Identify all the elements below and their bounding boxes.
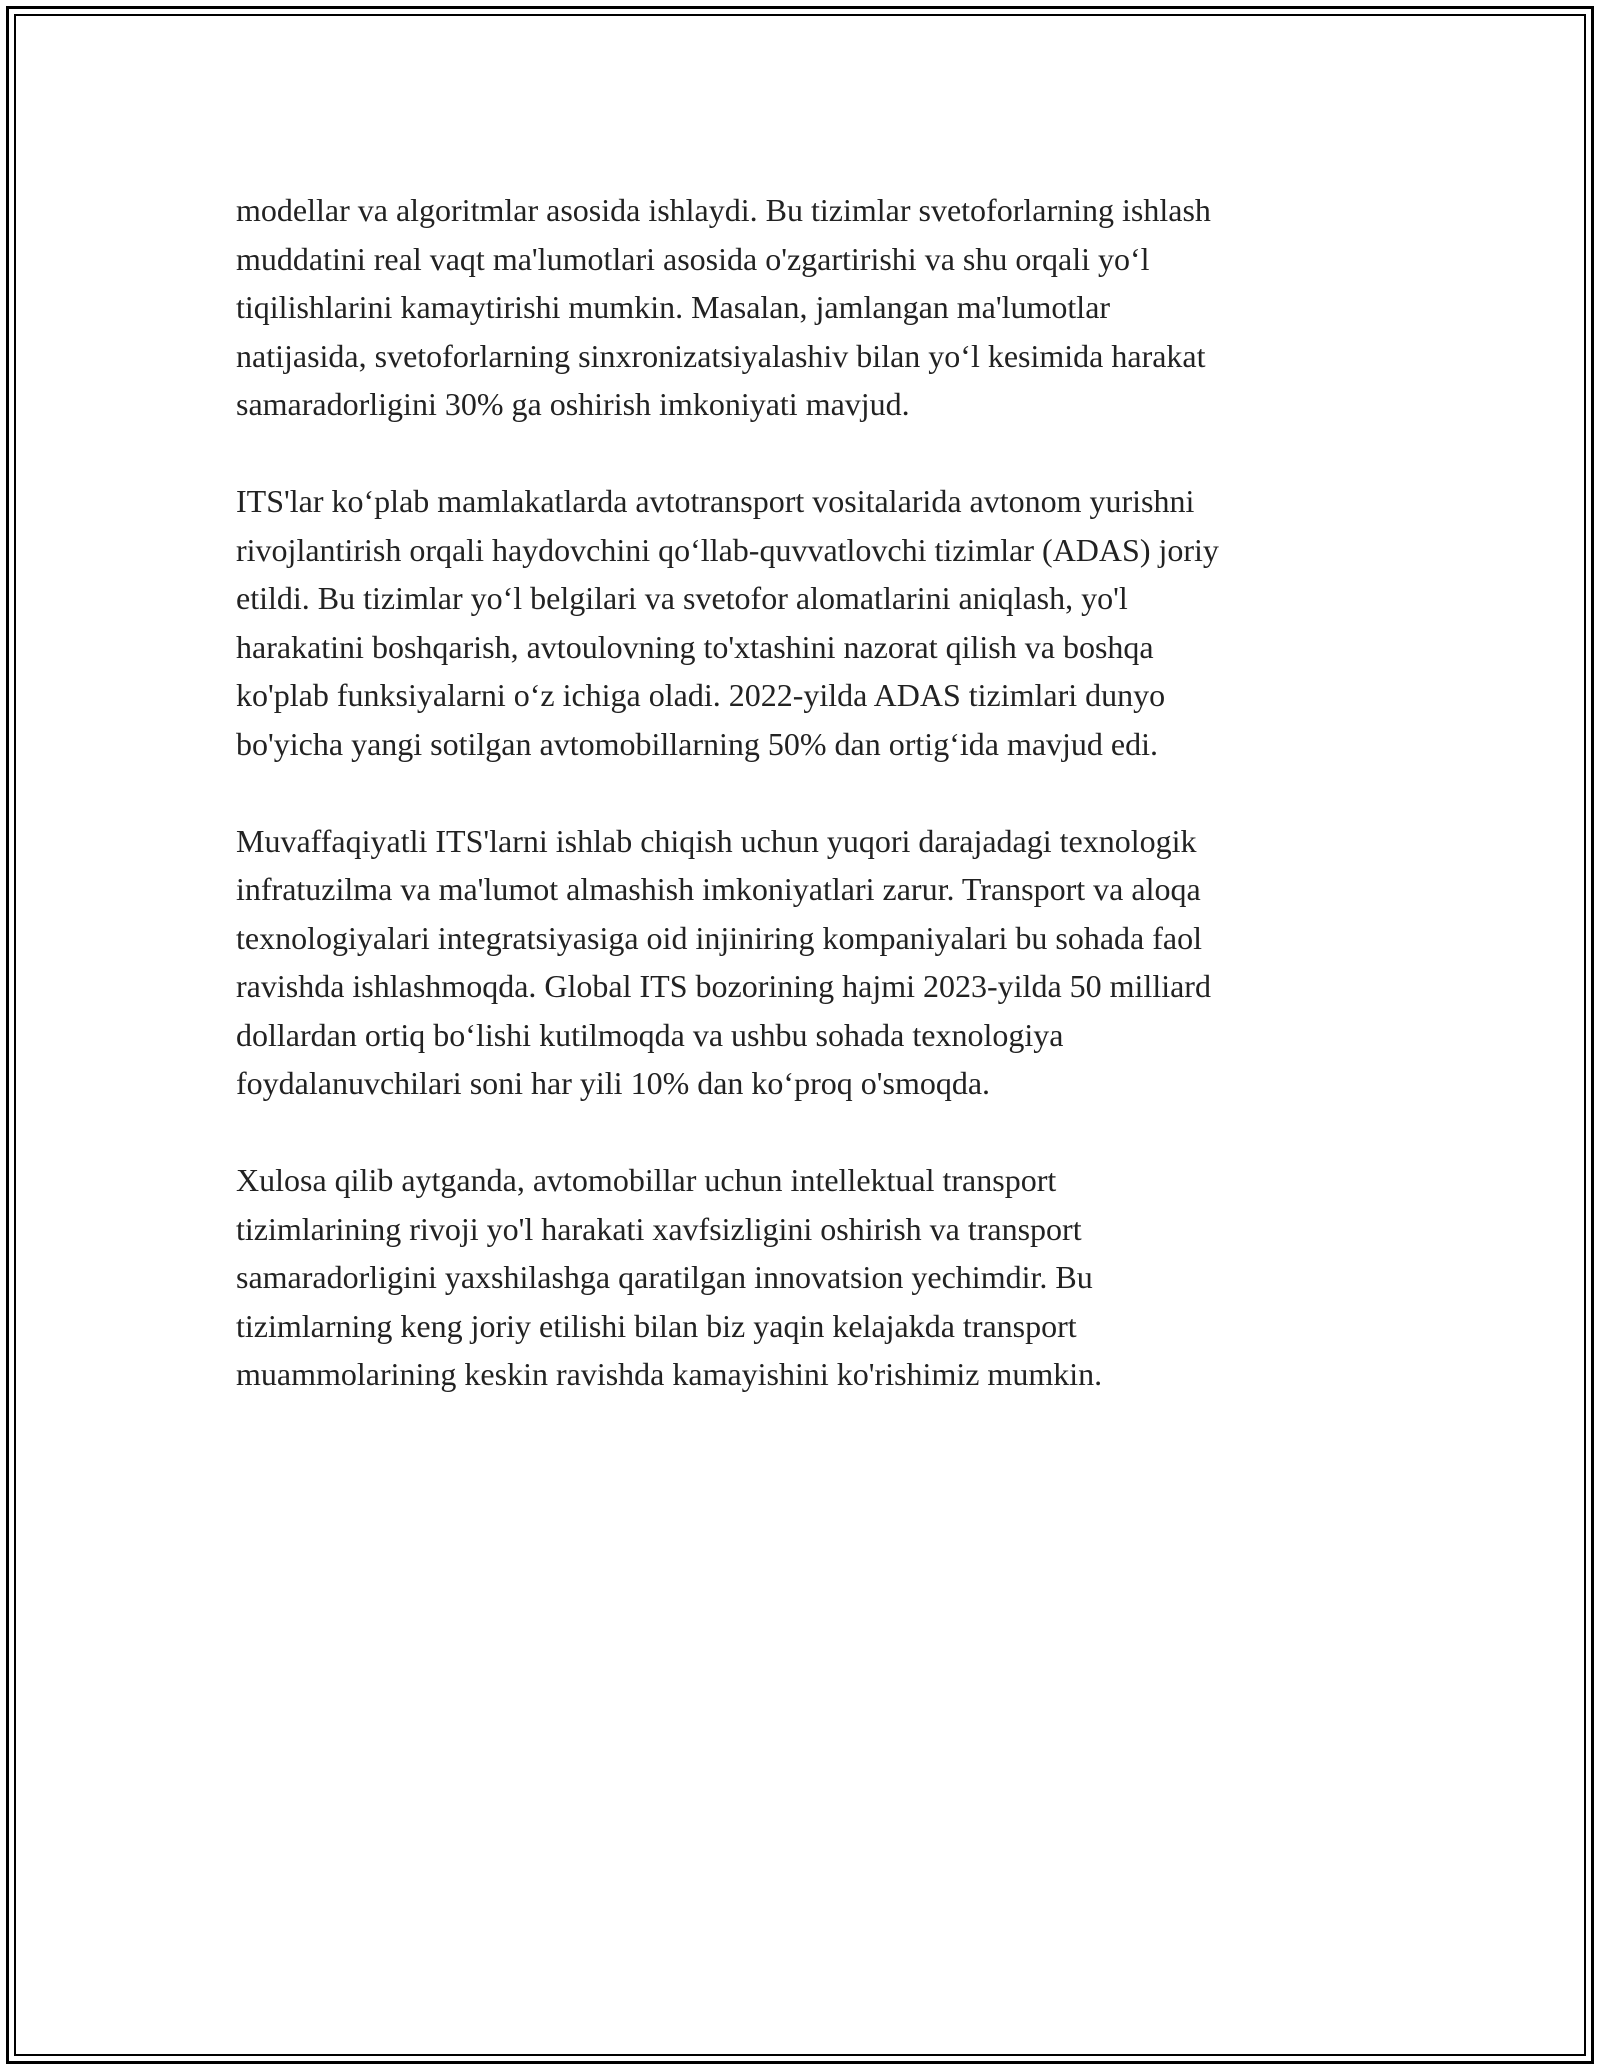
text-line: infratuzilma va ma'lumot almashish imkoniyatlari zarur. Transport va aloqa — [236, 871, 1201, 907]
paragraph-3 — [236, 817, 1366, 1108]
text-line: natijasida, svetoforlarning sinxronizatsiyalashiv bilan yo‘l kesimida harakat — [236, 337, 1206, 374]
text-line: bo'yicha yangi sotilgan avtomobillarning 50% dan ortig‘ida mavjud edi. — [236, 725, 1159, 762]
text-line: ko'plab funksiyalarni o‘z ichiga oladi. 2022-yilda ADAS tizimlari dunyo — [236, 677, 1166, 713]
paragraph-4 — [236, 1156, 1366, 1399]
text-line: dollardan ortiq bo‘lishi kutilmoqda va ushbu sohada texnologiya — [236, 1016, 1064, 1053]
text-line: ITS'lar ko‘plab mamlakatlarda avtotransport vositalarida avtonom yurishni — [236, 483, 1195, 519]
text-line: foydalanuvchilari soni har yili 10% dan ko‘proq o'smoqda. — [236, 1065, 991, 1101]
text-line: tizimlarning keng joriy etilishi bilan biz yaqin kelajakda transport — [236, 1307, 1077, 1344]
text-line: ravishda ishlashmoqda. Global ITS bozorining hajmi 2023-yilda 50 milliard — [236, 968, 1211, 1004]
text-line: etildi. Bu tizimlar yo‘l belgilari va svetofor alomatlarini aniqlash, yo'l — [236, 580, 1128, 616]
text-line: samaradorligini yaxshilashga qaratilgan innovatsion yechimdir. Bu — [236, 1259, 1093, 1295]
paragraph-1 — [236, 186, 1366, 429]
text-line: Muvaffaqiyatli ITS'larni ishlab chiqish uchun yuqori darajadagi texnologik — [236, 822, 1197, 859]
text-line: rivojlantirish orqali haydovchini qo‘llab-quvvatlovchi tizimlar (ADAS) joriy — [236, 531, 1219, 568]
text-line: tiqilishlarini kamaytirishi mumkin. Masalan, jamlangan ma'lumotlar — [236, 289, 1111, 325]
document-body — [236, 186, 1366, 1447]
text-line: tizimlarining rivoji yo'l harakati xavfsizligini oshirish va transport — [236, 1210, 1082, 1247]
text-line: texnologiyalari integratsiyasiga oid injiniring kompaniyalari bu sohada faol — [236, 919, 1202, 956]
text-line: muammolarining keskin ravishda kamayishini ko'rishimiz mumkin. — [236, 1356, 1103, 1392]
paragraph-2 — [236, 477, 1366, 768]
text-line: samaradorligini 30% ga oshirish imkoniyati mavjud. — [236, 386, 910, 422]
text-line: modellar va algoritmlar asosida ishlaydi. Bu tizimlar svetoforlarning ishlash — [236, 192, 1211, 228]
text-line: harakatini boshqarish, avtoulovning to'xtashini nazorat qilish va boshqa — [236, 628, 1154, 665]
text-line: Xulosa qilib aytganda, avtomobillar uchun intellektual transport — [236, 1162, 1057, 1198]
text-line: muddatini real vaqt ma'lumotlari asosida o'zgartirishi va shu orqali yo‘l — [236, 240, 1150, 277]
